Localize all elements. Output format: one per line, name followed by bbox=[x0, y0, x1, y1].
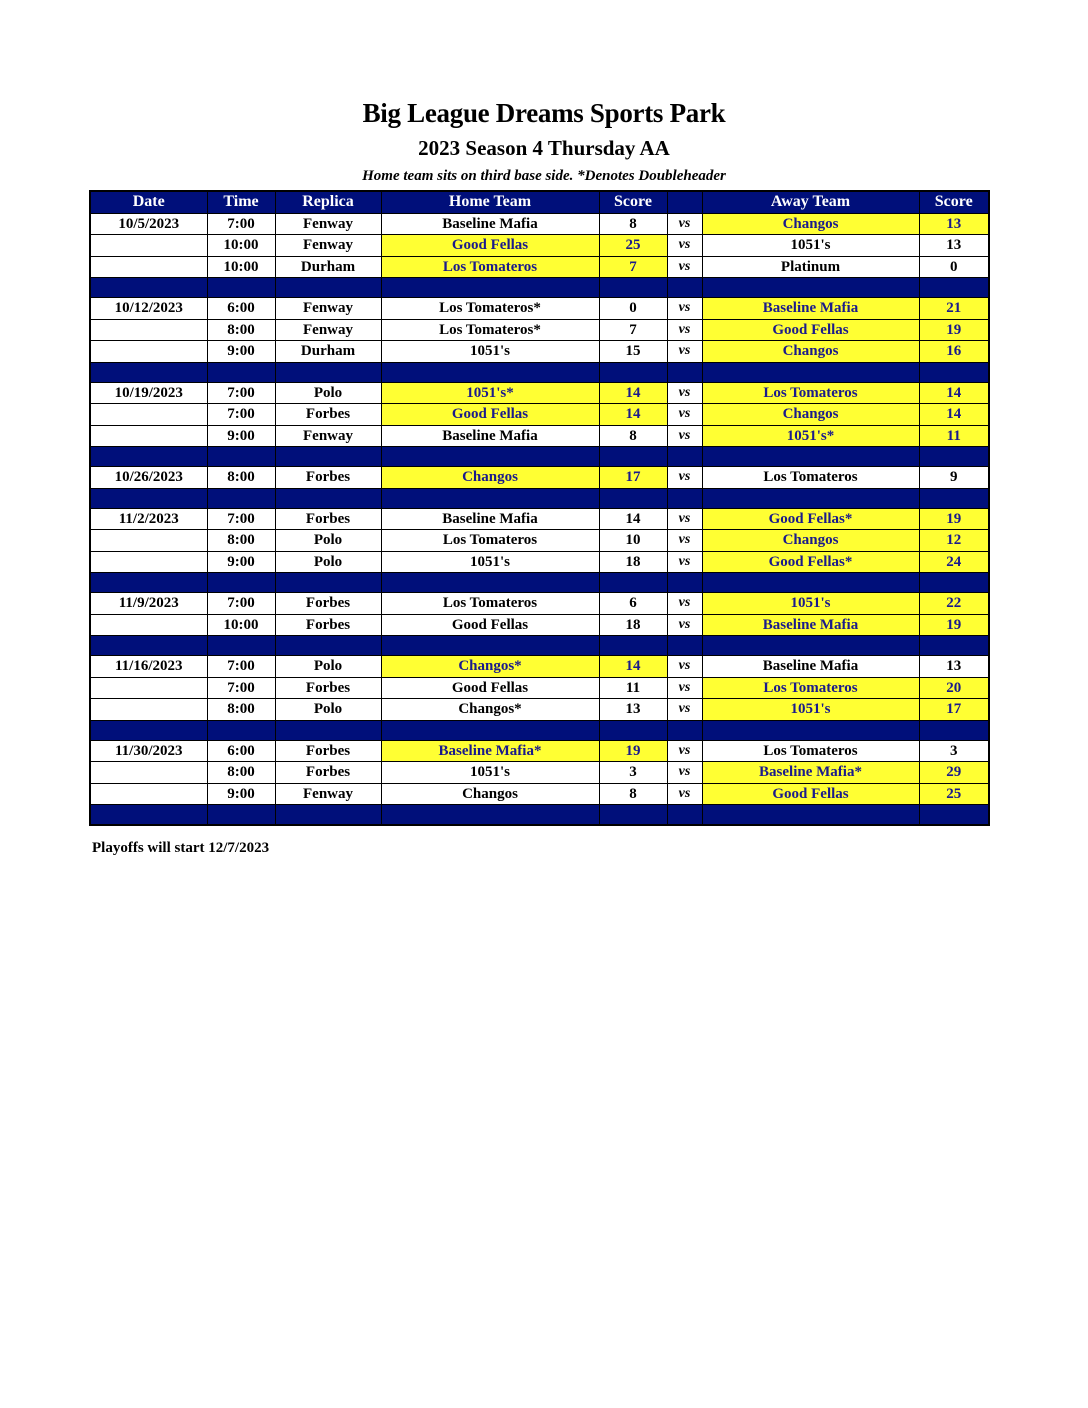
away-team: Los Tomateros bbox=[702, 740, 919, 762]
game-row bbox=[90, 530, 989, 552]
home-team: Good Fellas bbox=[381, 404, 599, 426]
away-team: Good Fellas* bbox=[702, 508, 919, 530]
away-score: 17 bbox=[919, 699, 989, 721]
home-team: Baseline Mafia* bbox=[381, 740, 599, 762]
separator-cell bbox=[381, 573, 599, 593]
game-time: 7:00 bbox=[207, 593, 275, 615]
home-team: Good Fellas bbox=[381, 677, 599, 699]
separator-cell bbox=[207, 447, 275, 467]
away-score: 16 bbox=[919, 341, 989, 363]
game-row bbox=[90, 404, 989, 426]
separator-cell bbox=[667, 720, 702, 740]
home-team: 1051's bbox=[381, 341, 599, 363]
game-replica: Fenway bbox=[275, 213, 381, 235]
separator-cell bbox=[381, 636, 599, 656]
away-score: 13 bbox=[919, 213, 989, 235]
separator-cell bbox=[919, 636, 989, 656]
game-row bbox=[90, 256, 989, 278]
separator-cell bbox=[207, 488, 275, 508]
home-score: 14 bbox=[599, 508, 667, 530]
week-separator-row bbox=[90, 636, 989, 656]
game-row bbox=[90, 319, 989, 341]
game-replica: Polo bbox=[275, 656, 381, 678]
separator-cell bbox=[702, 573, 919, 593]
home-team: 1051's* bbox=[381, 382, 599, 404]
game-time: 7:00 bbox=[207, 677, 275, 699]
home-score: 17 bbox=[599, 467, 667, 489]
game-row bbox=[90, 467, 989, 489]
separator-cell bbox=[667, 278, 702, 298]
away-score: 19 bbox=[919, 319, 989, 341]
game-time: 7:00 bbox=[207, 382, 275, 404]
game-row bbox=[90, 341, 989, 363]
game-replica: Fenway bbox=[275, 783, 381, 805]
separator-cell bbox=[599, 636, 667, 656]
game-date: 10/26/2023 bbox=[90, 467, 207, 489]
away-score: 14 bbox=[919, 382, 989, 404]
away-team: Good Fellas bbox=[702, 783, 919, 805]
separator-cell bbox=[919, 573, 989, 593]
separator-cell bbox=[90, 636, 207, 656]
game-date: 11/9/2023 bbox=[90, 593, 207, 615]
separator-cell bbox=[702, 488, 919, 508]
schedule-body bbox=[90, 213, 989, 825]
home-team: Los Tomateros bbox=[381, 530, 599, 552]
home-score: 14 bbox=[599, 656, 667, 678]
game-replica: Fenway bbox=[275, 235, 381, 257]
game-time: 7:00 bbox=[207, 213, 275, 235]
away-score: 13 bbox=[919, 235, 989, 257]
separator-cell bbox=[667, 573, 702, 593]
separator-cell bbox=[702, 636, 919, 656]
vs-label: vs bbox=[667, 298, 702, 320]
away-score: 13 bbox=[919, 656, 989, 678]
week-separator-row bbox=[90, 362, 989, 382]
game-row bbox=[90, 656, 989, 678]
header-date: Date bbox=[90, 191, 207, 213]
home-team: Changos* bbox=[381, 656, 599, 678]
game-date bbox=[90, 425, 207, 447]
game-time: 9:00 bbox=[207, 783, 275, 805]
game-time: 9:00 bbox=[207, 425, 275, 447]
vs-label: vs bbox=[667, 319, 702, 341]
home-score: 8 bbox=[599, 425, 667, 447]
away-score: 22 bbox=[919, 593, 989, 615]
vs-label: vs bbox=[667, 341, 702, 363]
home-score: 8 bbox=[599, 213, 667, 235]
home-score: 19 bbox=[599, 740, 667, 762]
playoffs-note: Playoffs will start 12/7/2023 bbox=[92, 840, 270, 856]
away-team: Changos bbox=[702, 213, 919, 235]
game-date bbox=[90, 783, 207, 805]
separator-cell bbox=[381, 488, 599, 508]
away-team: Platinum bbox=[702, 256, 919, 278]
home-score: 8 bbox=[599, 783, 667, 805]
game-row bbox=[90, 762, 989, 784]
separator-cell bbox=[599, 805, 667, 826]
home-score: 18 bbox=[599, 614, 667, 636]
home-score: 10 bbox=[599, 530, 667, 552]
away-team: Changos bbox=[702, 530, 919, 552]
separator-cell bbox=[599, 447, 667, 467]
game-replica: Polo bbox=[275, 382, 381, 404]
week-separator-row bbox=[90, 447, 989, 467]
separator-cell bbox=[90, 447, 207, 467]
separator-cell bbox=[702, 362, 919, 382]
away-score: 20 bbox=[919, 677, 989, 699]
separator-cell bbox=[919, 362, 989, 382]
home-team: Changos bbox=[381, 783, 599, 805]
away-score: 14 bbox=[919, 404, 989, 426]
header-row bbox=[90, 191, 989, 213]
away-score: 19 bbox=[919, 508, 989, 530]
away-score: 11 bbox=[919, 425, 989, 447]
game-replica: Forbes bbox=[275, 467, 381, 489]
away-score: 9 bbox=[919, 467, 989, 489]
away-team: Los Tomateros bbox=[702, 382, 919, 404]
game-date bbox=[90, 530, 207, 552]
separator-cell bbox=[667, 805, 702, 826]
separator-cell bbox=[702, 805, 919, 826]
week-separator-row bbox=[90, 488, 989, 508]
game-time: 8:00 bbox=[207, 699, 275, 721]
week-separator-row bbox=[90, 720, 989, 740]
game-replica: Forbes bbox=[275, 404, 381, 426]
separator-cell bbox=[207, 278, 275, 298]
doubleheader-note: Home team sits on third base side. *Denotes Doubleheader bbox=[362, 168, 726, 184]
game-replica: Durham bbox=[275, 341, 381, 363]
header-time: Time bbox=[207, 191, 275, 213]
separator-cell bbox=[275, 488, 381, 508]
home-score: 14 bbox=[599, 382, 667, 404]
vs-label: vs bbox=[667, 425, 702, 447]
away-team: Good Fellas bbox=[702, 319, 919, 341]
game-date bbox=[90, 551, 207, 573]
separator-cell bbox=[381, 720, 599, 740]
away-score: 24 bbox=[919, 551, 989, 573]
game-row bbox=[90, 783, 989, 805]
game-date: 11/30/2023 bbox=[90, 740, 207, 762]
away-team: 1051's bbox=[702, 235, 919, 257]
away-score: 12 bbox=[919, 530, 989, 552]
away-team: 1051's bbox=[702, 699, 919, 721]
game-row bbox=[90, 551, 989, 573]
home-team: Baseline Mafia bbox=[381, 508, 599, 530]
away-score: 0 bbox=[919, 256, 989, 278]
game-replica: Polo bbox=[275, 551, 381, 573]
week-separator-row bbox=[90, 278, 989, 298]
home-team: Los Tomateros* bbox=[381, 319, 599, 341]
game-date: 11/2/2023 bbox=[90, 508, 207, 530]
game-replica: Fenway bbox=[275, 298, 381, 320]
away-team: 1051's* bbox=[702, 425, 919, 447]
separator-cell bbox=[275, 362, 381, 382]
header-home-score: Score bbox=[599, 191, 667, 213]
game-time: 9:00 bbox=[207, 341, 275, 363]
separator-cell bbox=[275, 573, 381, 593]
home-score: 7 bbox=[599, 319, 667, 341]
separator-cell bbox=[667, 447, 702, 467]
separator-cell bbox=[599, 573, 667, 593]
separator-cell bbox=[207, 720, 275, 740]
separator-cell bbox=[667, 488, 702, 508]
game-time: 10:00 bbox=[207, 614, 275, 636]
home-team: Los Tomateros* bbox=[381, 298, 599, 320]
separator-cell bbox=[667, 362, 702, 382]
separator-cell bbox=[599, 362, 667, 382]
home-team: Baseline Mafia bbox=[381, 425, 599, 447]
game-time: 9:00 bbox=[207, 551, 275, 573]
separator-cell bbox=[275, 278, 381, 298]
game-time: 8:00 bbox=[207, 467, 275, 489]
away-team: Baseline Mafia bbox=[702, 298, 919, 320]
home-score: 7 bbox=[599, 256, 667, 278]
game-date: 10/19/2023 bbox=[90, 382, 207, 404]
vs-label: vs bbox=[667, 382, 702, 404]
separator-cell bbox=[207, 636, 275, 656]
game-date bbox=[90, 256, 207, 278]
game-row bbox=[90, 213, 989, 235]
separator-cell bbox=[207, 805, 275, 826]
separator-cell bbox=[599, 488, 667, 508]
game-date bbox=[90, 235, 207, 257]
separator-cell bbox=[381, 362, 599, 382]
schedule-table bbox=[89, 190, 990, 826]
game-row bbox=[90, 382, 989, 404]
game-time: 6:00 bbox=[207, 298, 275, 320]
separator-cell bbox=[381, 447, 599, 467]
separator-cell bbox=[90, 573, 207, 593]
vs-label: vs bbox=[667, 783, 702, 805]
game-replica: Fenway bbox=[275, 425, 381, 447]
home-team: Changos* bbox=[381, 699, 599, 721]
away-score: 3 bbox=[919, 740, 989, 762]
separator-cell bbox=[919, 805, 989, 826]
game-row bbox=[90, 614, 989, 636]
vs-label: vs bbox=[667, 508, 702, 530]
header-home-team: Home Team bbox=[381, 191, 599, 213]
game-replica: Polo bbox=[275, 530, 381, 552]
home-score: 13 bbox=[599, 699, 667, 721]
vs-label: vs bbox=[667, 740, 702, 762]
separator-cell bbox=[599, 278, 667, 298]
game-replica: Forbes bbox=[275, 740, 381, 762]
game-date bbox=[90, 404, 207, 426]
away-team: Los Tomateros bbox=[702, 467, 919, 489]
game-replica: Forbes bbox=[275, 677, 381, 699]
game-time: 6:00 bbox=[207, 740, 275, 762]
game-row bbox=[90, 699, 989, 721]
page-subtitle: 2023 Season 4 Thursday AA bbox=[418, 136, 670, 160]
vs-label: vs bbox=[667, 593, 702, 615]
away-team: Changos bbox=[702, 341, 919, 363]
home-team: Good Fellas bbox=[381, 614, 599, 636]
away-team: 1051's bbox=[702, 593, 919, 615]
game-time: 8:00 bbox=[207, 530, 275, 552]
separator-cell bbox=[275, 447, 381, 467]
game-replica: Durham bbox=[275, 256, 381, 278]
game-replica: Forbes bbox=[275, 593, 381, 615]
home-team: Good Fellas bbox=[381, 235, 599, 257]
home-score: 3 bbox=[599, 762, 667, 784]
vs-label: vs bbox=[667, 256, 702, 278]
vs-label: vs bbox=[667, 235, 702, 257]
game-time: 7:00 bbox=[207, 404, 275, 426]
separator-cell bbox=[702, 720, 919, 740]
home-score: 14 bbox=[599, 404, 667, 426]
away-team: Changos bbox=[702, 404, 919, 426]
away-team: Baseline Mafia* bbox=[702, 762, 919, 784]
away-team: Baseline Mafia bbox=[702, 614, 919, 636]
page-title: Big League Dreams Sports Park bbox=[362, 98, 726, 128]
vs-label: vs bbox=[667, 762, 702, 784]
separator-cell bbox=[919, 488, 989, 508]
separator-cell bbox=[90, 720, 207, 740]
game-row bbox=[90, 425, 989, 447]
home-score: 25 bbox=[599, 235, 667, 257]
vs-label: vs bbox=[667, 551, 702, 573]
away-score: 21 bbox=[919, 298, 989, 320]
separator-cell bbox=[275, 636, 381, 656]
game-date bbox=[90, 677, 207, 699]
away-team: Good Fellas* bbox=[702, 551, 919, 573]
away-score: 19 bbox=[919, 614, 989, 636]
header-away-score: Score bbox=[919, 191, 989, 213]
game-time: 10:00 bbox=[207, 256, 275, 278]
game-time: 10:00 bbox=[207, 235, 275, 257]
vs-label: vs bbox=[667, 213, 702, 235]
header-replica: Replica bbox=[275, 191, 381, 213]
vs-label: vs bbox=[667, 467, 702, 489]
home-team: 1051's bbox=[381, 551, 599, 573]
vs-label: vs bbox=[667, 699, 702, 721]
game-date bbox=[90, 341, 207, 363]
home-team: Los Tomateros bbox=[381, 593, 599, 615]
separator-cell bbox=[702, 447, 919, 467]
game-replica: Forbes bbox=[275, 508, 381, 530]
game-date bbox=[90, 614, 207, 636]
home-score: 18 bbox=[599, 551, 667, 573]
vs-label: vs bbox=[667, 677, 702, 699]
separator-cell bbox=[667, 636, 702, 656]
game-row bbox=[90, 677, 989, 699]
away-team: Baseline Mafia bbox=[702, 656, 919, 678]
separator-cell bbox=[919, 278, 989, 298]
separator-cell bbox=[702, 278, 919, 298]
game-row bbox=[90, 508, 989, 530]
game-row bbox=[90, 740, 989, 762]
game-row bbox=[90, 593, 989, 615]
vs-label: vs bbox=[667, 656, 702, 678]
game-time: 8:00 bbox=[207, 319, 275, 341]
home-team: Los Tomateros bbox=[381, 256, 599, 278]
game-row bbox=[90, 298, 989, 320]
separator-cell bbox=[275, 805, 381, 826]
home-team: Baseline Mafia bbox=[381, 213, 599, 235]
game-date bbox=[90, 319, 207, 341]
game-replica: Fenway bbox=[275, 319, 381, 341]
vs-label: vs bbox=[667, 530, 702, 552]
game-replica: Polo bbox=[275, 699, 381, 721]
header-away-team: Away Team bbox=[702, 191, 919, 213]
home-team: 1051's bbox=[381, 762, 599, 784]
home-score: 11 bbox=[599, 677, 667, 699]
separator-cell bbox=[275, 720, 381, 740]
game-date bbox=[90, 699, 207, 721]
game-time: 7:00 bbox=[207, 656, 275, 678]
week-separator-row bbox=[90, 805, 989, 826]
game-date: 10/12/2023 bbox=[90, 298, 207, 320]
game-date bbox=[90, 762, 207, 784]
vs-label: vs bbox=[667, 404, 702, 426]
separator-cell bbox=[919, 720, 989, 740]
vs-label: vs bbox=[667, 614, 702, 636]
game-time: 7:00 bbox=[207, 508, 275, 530]
separator-cell bbox=[381, 278, 599, 298]
separator-cell bbox=[919, 447, 989, 467]
separator-cell bbox=[381, 805, 599, 826]
separator-cell bbox=[90, 278, 207, 298]
game-replica: Forbes bbox=[275, 614, 381, 636]
separator-cell bbox=[90, 362, 207, 382]
away-score: 25 bbox=[919, 783, 989, 805]
home-team: Changos bbox=[381, 467, 599, 489]
separator-cell bbox=[207, 573, 275, 593]
game-row bbox=[90, 235, 989, 257]
week-separator-row bbox=[90, 573, 989, 593]
home-score: 6 bbox=[599, 593, 667, 615]
separator-cell bbox=[207, 362, 275, 382]
separator-cell bbox=[90, 805, 207, 826]
away-team: Los Tomateros bbox=[702, 677, 919, 699]
away-score: 29 bbox=[919, 762, 989, 784]
game-date: 11/16/2023 bbox=[90, 656, 207, 678]
game-replica: Forbes bbox=[275, 762, 381, 784]
separator-cell bbox=[90, 488, 207, 508]
game-time: 8:00 bbox=[207, 762, 275, 784]
game-date: 10/5/2023 bbox=[90, 213, 207, 235]
home-score: 0 bbox=[599, 298, 667, 320]
header-vs bbox=[667, 191, 702, 213]
separator-cell bbox=[599, 720, 667, 740]
home-score: 15 bbox=[599, 341, 667, 363]
